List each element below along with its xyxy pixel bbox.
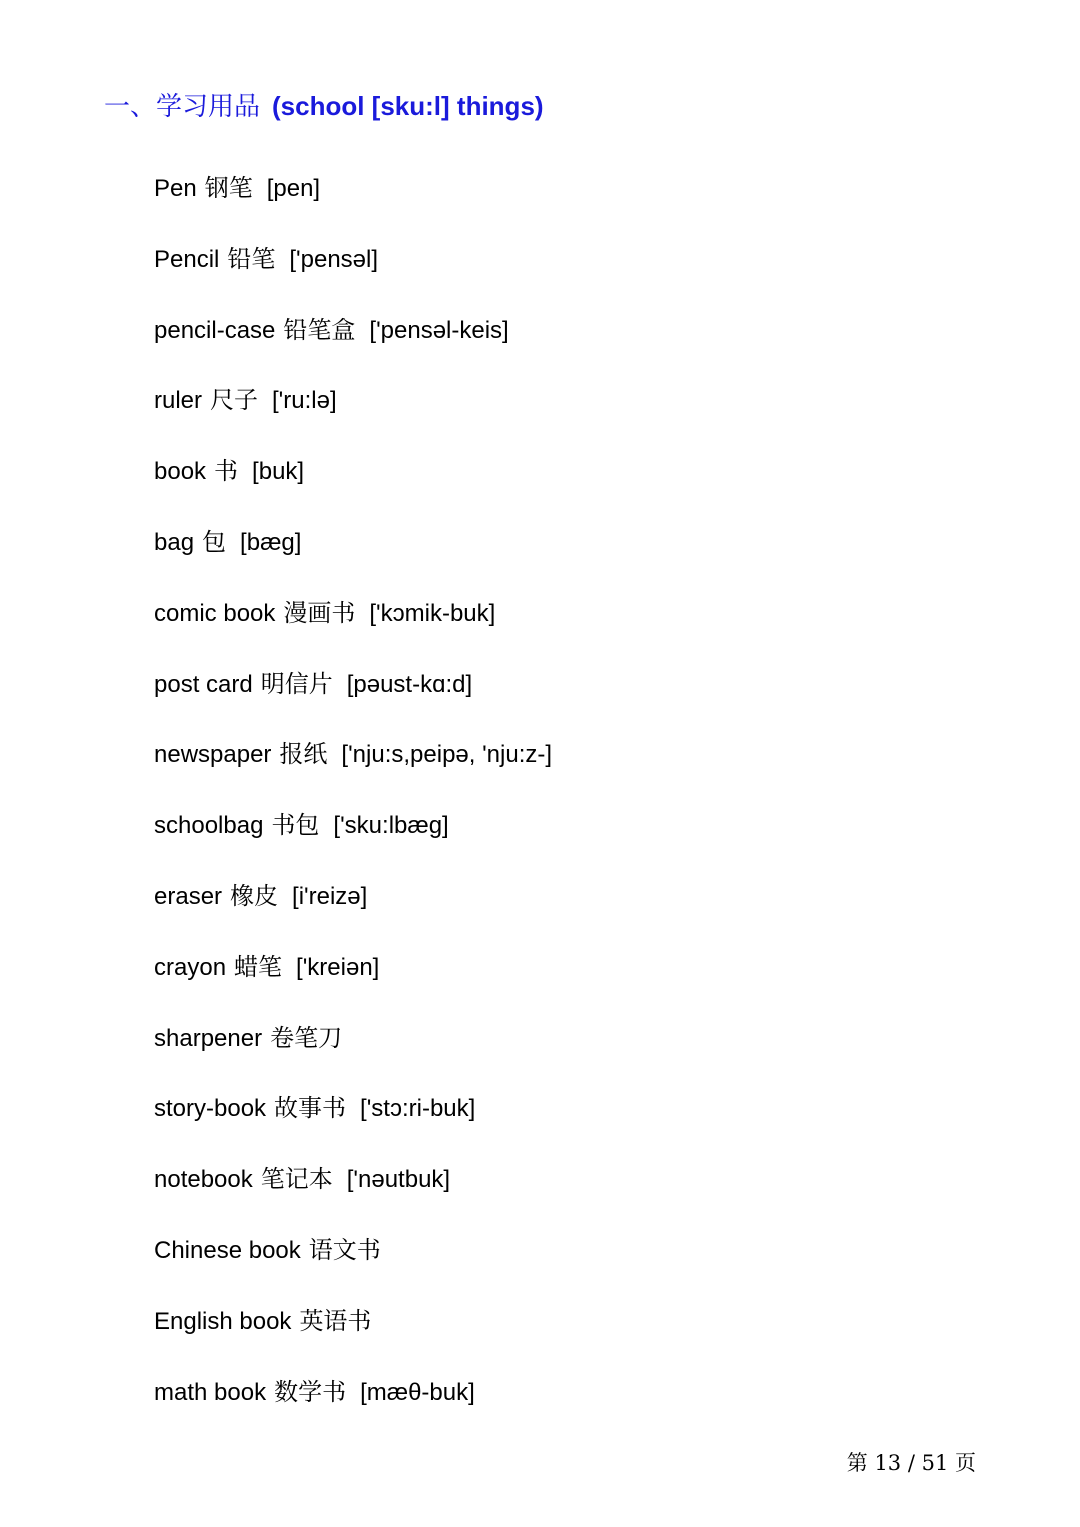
vocab-meaning: 包 bbox=[202, 527, 227, 556]
list-item bbox=[154, 1303, 552, 1374]
vocab-meaning: 橡皮 bbox=[230, 881, 279, 910]
list-item bbox=[154, 1090, 552, 1161]
vocab-word: comic book bbox=[154, 599, 276, 627]
vocab-word: newspaper bbox=[154, 741, 272, 769]
vocabulary-list bbox=[154, 170, 552, 1444]
list-item bbox=[154, 170, 552, 241]
section-heading bbox=[104, 86, 544, 123]
vocab-word: Pen bbox=[154, 175, 197, 202]
list-item bbox=[154, 382, 552, 453]
vocab-phonetic: ['kreiən] bbox=[296, 953, 380, 981]
list-item bbox=[154, 524, 552, 595]
vocab-phonetic: [mæθ-buk] bbox=[360, 1378, 475, 1406]
vocab-phonetic: [i'reizə] bbox=[292, 882, 368, 910]
vocab-meaning: 漫画书 bbox=[283, 598, 356, 627]
vocab-phonetic: ['kɔmik-buk] bbox=[369, 599, 496, 627]
vocab-meaning: 书 bbox=[214, 457, 239, 486]
vocab-phonetic: ['stɔ:ri-buk] bbox=[360, 1095, 476, 1123]
vocab-meaning: 故事书 bbox=[274, 1094, 347, 1123]
vocab-phonetic: ['pensəl-keis] bbox=[369, 316, 509, 344]
section-heading-chinese: 一、学习用品 bbox=[104, 92, 261, 122]
vocab-word: post card bbox=[154, 670, 253, 698]
vocab-word: Chinese book bbox=[154, 1236, 301, 1264]
vocab-word: pencil-case bbox=[154, 316, 276, 344]
list-item bbox=[154, 312, 552, 383]
list-item bbox=[154, 1232, 552, 1303]
list-item bbox=[154, 1020, 552, 1091]
list-item bbox=[154, 807, 552, 878]
vocab-word: crayon bbox=[154, 953, 227, 981]
vocab-word: ruler bbox=[154, 387, 203, 415]
vocab-word: sharpener bbox=[154, 1024, 263, 1052]
vocab-word: eraser bbox=[154, 882, 223, 910]
vocab-word: English book bbox=[154, 1307, 292, 1335]
list-item bbox=[154, 241, 552, 312]
vocab-word: story-book bbox=[154, 1095, 267, 1123]
list-item bbox=[154, 949, 552, 1020]
vocab-phonetic: ['ru:lə] bbox=[272, 387, 337, 415]
vocab-meaning: 尺子 bbox=[210, 386, 259, 415]
vocab-meaning: 钢笔 bbox=[204, 174, 253, 202]
vocab-meaning: 铅笔 bbox=[227, 244, 276, 273]
vocab-word: math book bbox=[154, 1378, 267, 1406]
list-item bbox=[154, 595, 552, 666]
vocab-meaning: 明信片 bbox=[260, 669, 333, 698]
vocab-word: bag bbox=[154, 528, 195, 556]
vocab-phonetic: ['sku:lbæg] bbox=[333, 812, 449, 840]
vocab-meaning: 语文书 bbox=[308, 1235, 381, 1264]
vocab-phonetic: [bæg] bbox=[240, 528, 302, 556]
page-number: 第 13 / 51 页 bbox=[846, 1451, 976, 1475]
vocab-meaning: 卷笔刀 bbox=[270, 1023, 343, 1052]
vocab-phonetic: [buk] bbox=[252, 458, 305, 486]
list-item bbox=[154, 453, 552, 524]
list-item bbox=[154, 1161, 552, 1232]
vocab-meaning: 数学书 bbox=[274, 1377, 347, 1406]
vocab-phonetic: ['nəutbuk] bbox=[346, 1166, 451, 1194]
list-item bbox=[154, 1374, 552, 1445]
vocab-meaning: 报纸 bbox=[279, 740, 328, 769]
vocab-meaning: 书包 bbox=[271, 811, 320, 840]
list-item bbox=[154, 666, 552, 737]
list-item bbox=[154, 878, 552, 949]
vocab-word: Pencil bbox=[154, 245, 220, 273]
vocab-phonetic: ['nju:s,peipə, 'nju:z-] bbox=[341, 741, 553, 769]
vocab-word: book bbox=[154, 458, 207, 486]
vocab-phonetic: [pen] bbox=[266, 175, 321, 202]
vocab-phonetic: [pəust-kɑ:d] bbox=[346, 670, 473, 698]
vocab-phonetic: ['pensəl] bbox=[289, 245, 379, 273]
vocab-word: notebook bbox=[154, 1166, 253, 1194]
vocab-meaning: 铅笔盒 bbox=[283, 315, 356, 344]
vocab-meaning: 蜡笔 bbox=[234, 952, 283, 981]
vocab-word: schoolbag bbox=[154, 812, 264, 840]
vocab-meaning: 笔记本 bbox=[260, 1165, 333, 1194]
section-heading-english: (school [sku:l] things) bbox=[272, 91, 544, 121]
list-item bbox=[154, 736, 552, 807]
vocab-meaning: 英语书 bbox=[299, 1306, 372, 1335]
